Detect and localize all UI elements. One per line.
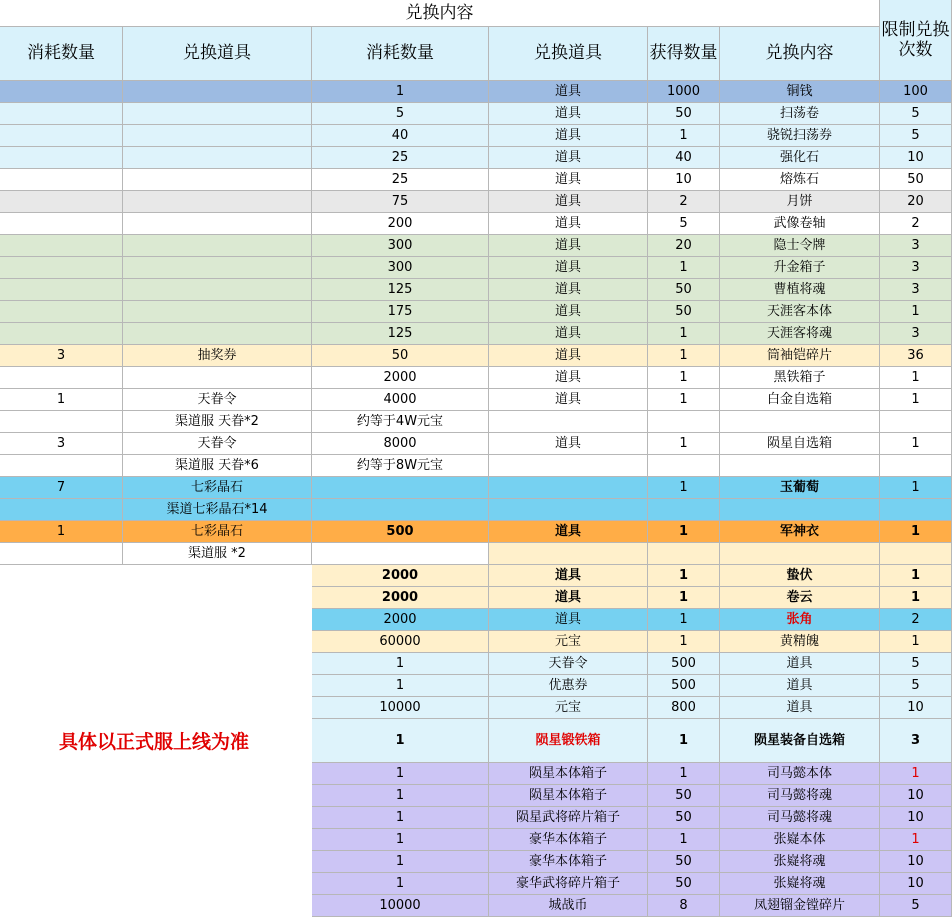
table-cell-limit: 5 bbox=[880, 103, 952, 125]
table-cell-item-b: 天眷令 bbox=[489, 653, 648, 675]
table-cell-gain-qty: 500 bbox=[648, 675, 720, 697]
table-cell-content: 张嶷本体 bbox=[720, 829, 880, 851]
table-cell-gain-qty: 50 bbox=[648, 103, 720, 125]
table-cell-content: 卷云 bbox=[720, 587, 880, 609]
table-cell-cost-qty-b bbox=[312, 477, 489, 499]
table-cell-content: 武像卷轴 bbox=[720, 213, 880, 235]
table-cell-content: 道具 bbox=[720, 653, 880, 675]
table-cell-limit: 100 bbox=[880, 81, 952, 103]
table-cell-cost-qty-a bbox=[0, 125, 123, 147]
table-cell-limit: 5 bbox=[880, 895, 952, 917]
table-cell-item-a bbox=[123, 279, 312, 301]
table-cell-gain-qty: 1 bbox=[648, 719, 720, 763]
table-cell-cost-qty-b: 2000 bbox=[312, 367, 489, 389]
table-cell-item-a bbox=[123, 257, 312, 279]
table-cell-content: 玉葡萄 bbox=[720, 477, 880, 499]
table-cell-item-a bbox=[123, 125, 312, 147]
table-cell-gain-qty: 20 bbox=[648, 235, 720, 257]
table-cell-item-b bbox=[489, 499, 648, 521]
table-cell-limit: 1 bbox=[880, 763, 952, 785]
table-cell-item-b: 道具 bbox=[489, 565, 648, 587]
table-cell-gain-qty: 1 bbox=[648, 345, 720, 367]
table-cell-limit: 3 bbox=[880, 279, 952, 301]
table-cell-item-b: 豪华本体箱子 bbox=[489, 829, 648, 851]
table-cell-cost-qty-b: 4000 bbox=[312, 389, 489, 411]
table-cell-cost-qty-b: 1 bbox=[312, 785, 489, 807]
table-cell-gain-qty bbox=[648, 499, 720, 521]
table-cell-item-b: 道具 bbox=[489, 345, 648, 367]
table-cell-content: 道具 bbox=[720, 697, 880, 719]
table-cell-content: 白金自选箱 bbox=[720, 389, 880, 411]
table-cell-limit: 1 bbox=[880, 521, 952, 543]
table-cell-content: 张嶷将魂 bbox=[720, 873, 880, 895]
header-limit: 限制兑换次数 bbox=[880, 0, 952, 81]
table-cell-cost-qty-a bbox=[0, 543, 123, 565]
table-cell-cost-qty-a: 1 bbox=[0, 521, 123, 543]
table-cell-content: 天涯客本体 bbox=[720, 301, 880, 323]
table-cell-limit: 10 bbox=[880, 873, 952, 895]
table-cell-content: 陨星自选箱 bbox=[720, 433, 880, 455]
notice-text: 具体以正式服上线为准 bbox=[58, 730, 249, 753]
table-cell-content bbox=[720, 499, 880, 521]
table-cell-gain-qty: 50 bbox=[648, 301, 720, 323]
table-cell-item-b: 城战币 bbox=[489, 895, 648, 917]
table-cell-gain-qty: 50 bbox=[648, 807, 720, 829]
table-cell-cost-qty-a: 1 bbox=[0, 389, 123, 411]
table-cell-cost-qty-b: 175 bbox=[312, 301, 489, 323]
table-cell-item-a: 渠道服 *2 bbox=[123, 543, 312, 565]
table-cell-gain-qty: 1 bbox=[648, 477, 720, 499]
table-cell-cost-qty-b: 25 bbox=[312, 147, 489, 169]
table-cell-item-b: 道具 bbox=[489, 191, 648, 213]
table-cell-limit: 5 bbox=[880, 675, 952, 697]
table-cell-item-b: 陨星本体箱子 bbox=[489, 785, 648, 807]
table-cell-content: 铜钱 bbox=[720, 81, 880, 103]
table-cell-content bbox=[720, 411, 880, 433]
table-cell-limit: 1 bbox=[880, 477, 952, 499]
table-cell-content: 张角 bbox=[720, 609, 880, 631]
table-cell-item-a bbox=[123, 235, 312, 257]
table-cell-gain-qty: 1 bbox=[648, 763, 720, 785]
table-cell-item-b bbox=[489, 543, 648, 565]
table-cell-limit: 10 bbox=[880, 147, 952, 169]
table-cell-item-b: 陨星锻铁箱 bbox=[489, 719, 648, 763]
table-cell-content: 张嶷将魂 bbox=[720, 851, 880, 873]
table-cell-limit bbox=[880, 411, 952, 433]
table-cell-gain-qty bbox=[648, 455, 720, 477]
table-cell-cost-qty-b: 约等于4W元宝 bbox=[312, 411, 489, 433]
table-cell-cost-qty-b: 60000 bbox=[312, 631, 489, 653]
table-cell-limit: 5 bbox=[880, 125, 952, 147]
table-cell-item-b: 陨星武将碎片箱子 bbox=[489, 807, 648, 829]
table-cell-cost-qty-b: 1 bbox=[312, 851, 489, 873]
table-cell-cost-qty-a bbox=[0, 213, 123, 235]
table-cell-content: 月饼 bbox=[720, 191, 880, 213]
table-cell-item-a bbox=[123, 323, 312, 345]
table-cell-cost-qty-a bbox=[0, 301, 123, 323]
table-cell-limit: 2 bbox=[880, 609, 952, 631]
table-cell-item-b: 道具 bbox=[489, 609, 648, 631]
table-cell-cost-qty-b: 5 bbox=[312, 103, 489, 125]
table-cell-limit: 1 bbox=[880, 829, 952, 851]
table-cell-item-a bbox=[123, 81, 312, 103]
table-cell-item-b: 道具 bbox=[489, 367, 648, 389]
table-cell-limit: 1 bbox=[880, 367, 952, 389]
table-cell-gain-qty: 1 bbox=[648, 565, 720, 587]
table-cell-item-a: 天眷令 bbox=[123, 433, 312, 455]
table-cell-limit: 10 bbox=[880, 785, 952, 807]
table-cell-cost-qty-b: 约等于8W元宝 bbox=[312, 455, 489, 477]
table-cell-cost-qty-b: 1 bbox=[312, 719, 489, 763]
table-cell-cost-qty-a bbox=[0, 169, 123, 191]
table-cell-item-b: 优惠券 bbox=[489, 675, 648, 697]
table-cell-item-b bbox=[489, 477, 648, 499]
table-cell-cost-qty-b: 10000 bbox=[312, 895, 489, 917]
table-cell-cost-qty-b: 1 bbox=[312, 763, 489, 785]
table-cell-item-a: 渠道服 天眷*6 bbox=[123, 455, 312, 477]
table-cell-limit: 1 bbox=[880, 631, 952, 653]
table-cell-content: 骁锐扫荡券 bbox=[720, 125, 880, 147]
table-cell-gain-qty: 1000 bbox=[648, 81, 720, 103]
table-cell-content: 曹植将魂 bbox=[720, 279, 880, 301]
table-cell-gain-qty: 2 bbox=[648, 191, 720, 213]
table-cell-gain-qty: 50 bbox=[648, 785, 720, 807]
table-cell-cost-qty-b: 1 bbox=[312, 873, 489, 895]
table-cell-gain-qty: 10 bbox=[648, 169, 720, 191]
table-cell-content: 天涯客将魂 bbox=[720, 323, 880, 345]
table-cell-gain-qty: 1 bbox=[648, 829, 720, 851]
table-cell-item-b: 道具 bbox=[489, 279, 648, 301]
table-cell-cost-qty-b: 200 bbox=[312, 213, 489, 235]
table-cell-item-b: 道具 bbox=[489, 323, 648, 345]
table-cell-gain-qty: 5 bbox=[648, 213, 720, 235]
table-cell-item-b: 道具 bbox=[489, 147, 648, 169]
table-cell-cost-qty-b: 2000 bbox=[312, 609, 489, 631]
table-cell-gain-qty: 8 bbox=[648, 895, 720, 917]
header-content: 兑换内容 bbox=[720, 27, 880, 81]
table-cell-content: 蛰伏 bbox=[720, 565, 880, 587]
table-cell-limit: 1 bbox=[880, 301, 952, 323]
table-cell-item-a: 渠道服 天眷*2 bbox=[123, 411, 312, 433]
table-cell-limit: 3 bbox=[880, 719, 952, 763]
table-cell-limit: 1 bbox=[880, 565, 952, 587]
table-cell-cost-qty-b: 125 bbox=[312, 323, 489, 345]
table-cell-cost-qty-b bbox=[312, 543, 489, 565]
table-cell-item-a: 七彩晶石 bbox=[123, 477, 312, 499]
table-cell-content: 司马懿将魂 bbox=[720, 807, 880, 829]
table-cell-content: 军神衣 bbox=[720, 521, 880, 543]
table-cell-gain-qty: 800 bbox=[648, 697, 720, 719]
table-cell-item-b: 道具 bbox=[489, 257, 648, 279]
table-cell-content: 凤翅镏金镗碎片 bbox=[720, 895, 880, 917]
table-cell-item-b: 道具 bbox=[489, 103, 648, 125]
table-cell-item-b: 元宝 bbox=[489, 697, 648, 719]
table-cell-gain-qty: 1 bbox=[648, 609, 720, 631]
table-cell-cost-qty-b: 1 bbox=[312, 807, 489, 829]
table-cell-item-b: 道具 bbox=[489, 213, 648, 235]
table-cell-item-a bbox=[123, 367, 312, 389]
table-cell-content: 熔炼石 bbox=[720, 169, 880, 191]
table-cell-cost-qty-a bbox=[0, 411, 123, 433]
table-cell-item-a: 天眷令 bbox=[123, 389, 312, 411]
table-cell-item-b: 道具 bbox=[489, 169, 648, 191]
table-cell-cost-qty-a bbox=[0, 455, 123, 477]
table-cell-item-b: 道具 bbox=[489, 587, 648, 609]
table-cell-item-b: 道具 bbox=[489, 81, 648, 103]
table-cell-item-b: 陨星本体箱子 bbox=[489, 763, 648, 785]
table-cell-item-a bbox=[123, 147, 312, 169]
table-cell-cost-qty-b: 40 bbox=[312, 125, 489, 147]
table-cell-cost-qty-b: 1 bbox=[312, 675, 489, 697]
table-cell-item-b: 道具 bbox=[489, 125, 648, 147]
table-cell-gain-qty: 40 bbox=[648, 147, 720, 169]
table-cell-gain-qty: 1 bbox=[648, 125, 720, 147]
table-cell-cost-qty-a: 3 bbox=[0, 433, 123, 455]
table-cell-limit: 3 bbox=[880, 323, 952, 345]
table-cell-cost-qty-a bbox=[0, 103, 123, 125]
table-cell-item-b: 道具 bbox=[489, 433, 648, 455]
table-cell-cost-qty-b: 1 bbox=[312, 81, 489, 103]
header-cost-qty-b: 消耗数量 bbox=[312, 27, 489, 81]
table-cell-limit: 3 bbox=[880, 235, 952, 257]
table-cell-gain-qty: 1 bbox=[648, 323, 720, 345]
header-item-b: 兑换道具 bbox=[489, 27, 648, 81]
table-cell-item-b: 豪华武将碎片箱子 bbox=[489, 873, 648, 895]
table-cell-cost-qty-b bbox=[312, 499, 489, 521]
table-cell-gain-qty: 50 bbox=[648, 873, 720, 895]
table-cell-content: 黑铁箱子 bbox=[720, 367, 880, 389]
table-cell-content: 道具 bbox=[720, 675, 880, 697]
table-cell-content: 司马懿本体 bbox=[720, 763, 880, 785]
table-cell-item-b bbox=[489, 455, 648, 477]
table-cell-cost-qty-b: 75 bbox=[312, 191, 489, 213]
table-cell-limit: 1 bbox=[880, 587, 952, 609]
table-cell-cost-qty-b: 2000 bbox=[312, 565, 489, 587]
table-cell-cost-qty-b: 10000 bbox=[312, 697, 489, 719]
table-cell-item-b: 豪华本体箱子 bbox=[489, 851, 648, 873]
table-cell-cost-qty-a bbox=[0, 499, 123, 521]
table-cell-item-a bbox=[123, 169, 312, 191]
table-cell-cost-qty-a bbox=[0, 323, 123, 345]
table-cell-limit: 10 bbox=[880, 697, 952, 719]
table-cell-cost-qty-a bbox=[0, 191, 123, 213]
table-cell-item-a: 抽奖券 bbox=[123, 345, 312, 367]
table-cell-cost-qty-a bbox=[0, 81, 123, 103]
table-cell-content: 强化石 bbox=[720, 147, 880, 169]
table-cell-limit bbox=[880, 455, 952, 477]
table-cell-gain-qty: 1 bbox=[648, 433, 720, 455]
table-cell-limit: 1 bbox=[880, 389, 952, 411]
table-cell-cost-qty-b: 1 bbox=[312, 653, 489, 675]
header-item-a: 兑换道具 bbox=[123, 27, 312, 81]
table-cell-cost-qty-b: 300 bbox=[312, 257, 489, 279]
table-cell-item-a bbox=[123, 213, 312, 235]
table-cell-limit: 20 bbox=[880, 191, 952, 213]
table-cell-content: 扫荡卷 bbox=[720, 103, 880, 125]
table-cell-cost-qty-b: 25 bbox=[312, 169, 489, 191]
table-cell-gain-qty: 1 bbox=[648, 367, 720, 389]
table-cell-cost-qty-b: 300 bbox=[312, 235, 489, 257]
table-cell-limit: 1 bbox=[880, 433, 952, 455]
table-cell-item-b: 元宝 bbox=[489, 631, 648, 653]
table-cell-cost-qty-b: 500 bbox=[312, 521, 489, 543]
table-cell-gain-qty bbox=[648, 411, 720, 433]
table-cell-content bbox=[720, 455, 880, 477]
table-cell-limit: 10 bbox=[880, 851, 952, 873]
table-cell-cost-qty-a: 3 bbox=[0, 345, 123, 367]
table-cell-cost-qty-b: 2000 bbox=[312, 587, 489, 609]
table-cell-cost-qty-a bbox=[0, 367, 123, 389]
table-cell-gain-qty: 500 bbox=[648, 653, 720, 675]
table-cell-cost-qty-a: 7 bbox=[0, 477, 123, 499]
table-cell-gain-qty: 1 bbox=[648, 257, 720, 279]
table-cell-cost-qty-b: 1 bbox=[312, 829, 489, 851]
table-cell-content: 黄精魄 bbox=[720, 631, 880, 653]
table-cell-limit: 3 bbox=[880, 257, 952, 279]
table-cell-item-b: 道具 bbox=[489, 389, 648, 411]
table-cell-limit: 5 bbox=[880, 653, 952, 675]
table-cell-item-a bbox=[123, 191, 312, 213]
table-cell-item-a: 渠道七彩晶石*14 bbox=[123, 499, 312, 521]
table-cell-cost-qty-b: 50 bbox=[312, 345, 489, 367]
table-cell-content: 司马懿将魂 bbox=[720, 785, 880, 807]
table-cell-item-a: 七彩晶石 bbox=[123, 521, 312, 543]
table-cell-item-b bbox=[489, 411, 648, 433]
table-cell-cost-qty-a bbox=[0, 257, 123, 279]
table-cell-cost-qty-b: 125 bbox=[312, 279, 489, 301]
table-cell-content bbox=[720, 543, 880, 565]
table-cell-cost-qty-b: 8000 bbox=[312, 433, 489, 455]
table-cell-limit: 2 bbox=[880, 213, 952, 235]
table-cell-limit bbox=[880, 499, 952, 521]
header-gain-qty: 获得数量 bbox=[648, 27, 720, 81]
table-cell-limit: 50 bbox=[880, 169, 952, 191]
table-cell-content: 筒袖铠碎片 bbox=[720, 345, 880, 367]
table-cell-gain-qty: 1 bbox=[648, 521, 720, 543]
header-cost-qty-a: 消耗数量 bbox=[0, 27, 123, 81]
table-cell-cost-qty-a bbox=[0, 279, 123, 301]
table-cell-limit: 36 bbox=[880, 345, 952, 367]
table-cell-cost-qty-a bbox=[0, 235, 123, 257]
table-cell-limit bbox=[880, 543, 952, 565]
table-cell-item-a bbox=[123, 103, 312, 125]
table-cell-item-b: 道具 bbox=[489, 301, 648, 323]
table-cell-gain-qty: 50 bbox=[648, 279, 720, 301]
table-cell-gain-qty: 50 bbox=[648, 851, 720, 873]
table-cell-gain-qty: 1 bbox=[648, 631, 720, 653]
table-cell-gain-qty bbox=[648, 543, 720, 565]
table-cell-cost-qty-a bbox=[0, 147, 123, 169]
table-cell-gain-qty: 1 bbox=[648, 587, 720, 609]
table-title: 兑换内容 bbox=[0, 0, 880, 27]
table-cell-item-b: 道具 bbox=[489, 521, 648, 543]
table-cell-item-b: 道具 bbox=[489, 235, 648, 257]
table-cell-content: 陨星装备自选箱 bbox=[720, 719, 880, 763]
table-cell-gain-qty: 1 bbox=[648, 389, 720, 411]
table-cell-item-a bbox=[123, 301, 312, 323]
table-cell-content: 升金箱子 bbox=[720, 257, 880, 279]
table-cell-content: 隐士令牌 bbox=[720, 235, 880, 257]
table-cell-limit: 10 bbox=[880, 807, 952, 829]
